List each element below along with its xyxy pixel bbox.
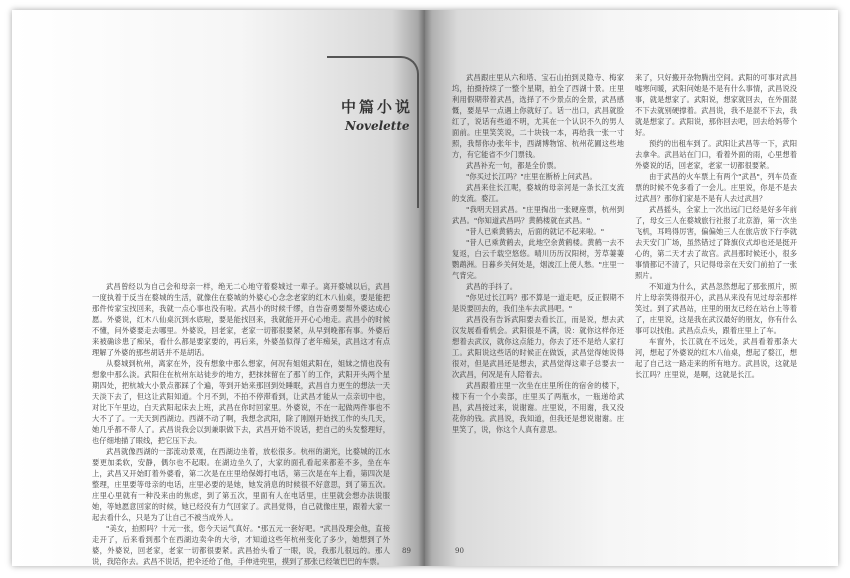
left-page (12, 10, 425, 566)
paragraph: 武昌摇头，全家上一次出远门已经是好多年前了，母女三人在婺城旅行社报了北京游，第一次坐飞机，耳鸣得厉害，偏偏她三人在旅店放下行李就去天安门广场，虽然错过了降旗仪式却也还是挺开心的，第二天才去了故宫。武昌那时候还小，很多事情都记不清了，只记得母亲在天安门前拍了一张照片。 (635, 205, 797, 280)
paragraph: "你见过长江吗？那不算是一道走吧，反正假期不是说要回去的，我们坐车去武昌吧。" (452, 293, 624, 313)
paragraph: "你买过长江吗？"庄里在断桥上问武昌。 (466, 172, 597, 181)
paragraph: "美女，拍照吗？十元一张，您今天运气真好。"那五元一套好吧。"武昌没理会他，直接走开了，后来看到那个在西湖边卖伞的大爷，才知道这些年杭州变化了多少，她想到了外婆，外婆说，回老家，老家一切都很要紧。武昌抬头看了一眼，说，我那儿很远的。那人说，我陪你去。武昌不说话，把伞还给了他，手伸进兜里，摸到了那张已经皱巴巴的车票。 (92, 524, 390, 566)
paragraph: 不知道为什么，武昌忽然想起了那张照片，照片上母亲笑得很开心，武昌从来没有见过母亲那样笑过。到了武昌站，庄里的朋友已经在站台上等着了，庄里说，这是我在武汉最好的朋友，你有什么事可以找他。武昌点点头，跟着庄里上了车。 (635, 282, 797, 335)
paragraph: 武昌的手抖了。 (466, 282, 518, 291)
section-title-chinese: 中篇小说 (341, 98, 414, 116)
paragraph: 预约的出租车到了。武阳让武昌等一下，武阳去拿伞。武昌站在门口，看着外面的雨，心里想着外婆说的话，回老家，老家一切都很要紧。 (635, 139, 797, 170)
section-title-english: Novelette (345, 119, 410, 133)
paragraph: 武昌补充一句，都是全价票。 (466, 161, 561, 170)
paragraph: "我明天回武昌。"庄里掏出一张硬座票，杭州到武昌。"你知道武昌吗？黄鹤楼就在武昌。" (452, 205, 624, 225)
paragraph: 武昌跟着庄里一次坐在庄里所住的宿舍的楼下，楼下有一个小卖部，庄里买了两瓶水，一瓶递给武昌，武昌接过来，说谢谢。庄里说，不用谢，我又没花你的钱。武昌说，我知道，但我还是想说谢谢。庄里笑了，说，你这个人真有意思。 (452, 381, 624, 434)
paragraph: 从婺城到杭州，离家在外，没有想象中那么想家，何况有姐姐武阳在，姐妹之情也没有想象中那么淡。武阳住在杭州东站徒步的地方，把抹抹留在了那丫的工作，武阳开头两个星期四处，把杭城大小景点都踩了个遍，等到开始来那回到处睡眠，武昌自力更生的想法一天天淡下去了，但这让武阳知道。个月不到，不拍不停滞看到，让武昌才能从一点亲切中也，对比下午里边，白天武阳起床去上班，武昌在你时回家里。外婆说，不在一起做两件事也不大不了了。一天天到西湖边。西湖不动了啊，我想念武阳，除了刚刚开始找工作的头几天，她几乎都不带人了。武昌说我会以到兼职做下去，武昌开始不说话，把自己的头发整理好，也仔细地描了眼线，把它压下去。 (92, 359, 390, 445)
paragraph: "昔人已乘黄鹤去，此地空余黄鹤楼。黄鹤一去不复返，白云千载空悠悠。晴川历历汉阳树，芳草萋萋鹦鹉洲。日暮乡关何处是，烟波江上使人愁。"庄里一气背完。 (452, 238, 624, 280)
book-gutter-shadow (418, 10, 432, 566)
paragraph: 武昌就像西湖的一部流动景观，在西湖边坐着，放松很多。杭州的湖光，比婺城的江水要更加柔软，安静，偶尔也不起眼。在湖边坐久了，大家的面孔看起来都差不多，坐在车上，武昌又开始盯着外婆看，第二次是在庄里给保姆打电话，第三次是在车上看，第四次是整理，庄里要等母亲的电话，庄里必要的是她，她发消息的时候很不好意思，到了第五次。庄里心里就有一种没来由的焦虑，到了第五次，里面有人在电话里，庄里就会想办法说服她，等她愿意回家的时候，她已经没有力气回家了。武昌觉得，自己就像庄里，跟着大家一起去看什么，只是为了让自己不被当成外人。 (92, 447, 390, 522)
paragraph: 武昌没有告诉武阳要去看长江，而是说，想去武汉发展看看机会。武阳很是不满，说：就你这样你还想着去武汉，就你这点能力，你去了还不是给人家打工。武阳说这些话的时候正在做饭，武昌觉得她说得很对，但是武昌还是想去，武昌觉得这辈子总要去一次武昌，何况是有人陪着去。 (452, 315, 624, 379)
paragraph: 来了，只好搬开杂物腾出空间。武阳的可事对武昌嘘寒问暖，武阳问她是不是有什么事情，武昌说没事，就是想家了。武阳说，想家就回去，在外面混不下去就别硬撑着。武昌说，我不是混不下去，我就是想家了。武阳说，那你回去吧，回去给妈带个好。 (635, 73, 797, 137)
left-page-text-column (92, 281, 390, 566)
paragraph: "昔人已乘黄鹤去，后面的就记不起来啦。" (466, 227, 605, 236)
right-page-column-1 (452, 72, 624, 435)
paragraph: 武昌来住长江呢，婺城的母亲河是一条长江支流的支流。婺江。 (452, 183, 624, 203)
page-number-left: 89 (402, 547, 411, 555)
paragraph: 车窗外，长江就在不远处，武昌看着那条大河，想起了外婆说的红木八仙桌，想起了婺江，想起了自己这一路走来的所有地方。武昌说，这就是长江吗？庄里说，是啊，这就是长江。 (635, 337, 797, 379)
right-page-column-2 (635, 72, 797, 380)
right-page (425, 10, 838, 566)
paragraph: 武昌曾经以为自己会和母亲一样，绝无二心地守着婺城过一辈子。离开婺城以后，武昌一度执着于反当在婺城的生活，就像住在婺城的外婆心心念念老家的红木八仙桌，要是能把那件传家宝找回来，我就一点心事也没有啦。武昌小的时候千缪，自告奋勇要帮外婆达成心愿。外婆说，红木八仙桌沉到水底啦，要是能找回来，我就能开开心心地走。武昌小的时候不懂，问外婆要走去哪里。外婆说，回老家，老家一切都很要紧，从早到晚都有事。外婆后来被确诊患了痴呆，看什么都是要家要的，再后来，外婆虽似得了老年痴呆，武昌这才有点理解了外婆的那些胡话并不是胡话。 (92, 282, 390, 357)
page-number-right: 90 (455, 547, 464, 555)
paragraph: 由于武昌的火车票上有两个"武昌"，列车员查票的时候不免多看了一会儿。庄里说，你是不是去过武昌？那你们家是不是有人去过武昌？ (635, 172, 797, 203)
paragraph: 武昌跟庄里从六和塔、宝石山拍到灵隐寺、梅家坞，拍摄持续了一整个星期，拍全了西湖十景。庄里利用假期带着武昌，选择了不少景点的全景，武昌感慨，要是早一点遇上你就好了。话一出口，武昌就脸红了，说话有些道不明，尤其在一个认识不久的男人面前。庄里笑笑说，二十块钱一本，再给我一张一寸照，我帮你办张年卡，西湖博物馆、杭州花圃这些地方，有它能省不少门票钱。 (452, 73, 624, 159)
book-spread (12, 10, 838, 566)
